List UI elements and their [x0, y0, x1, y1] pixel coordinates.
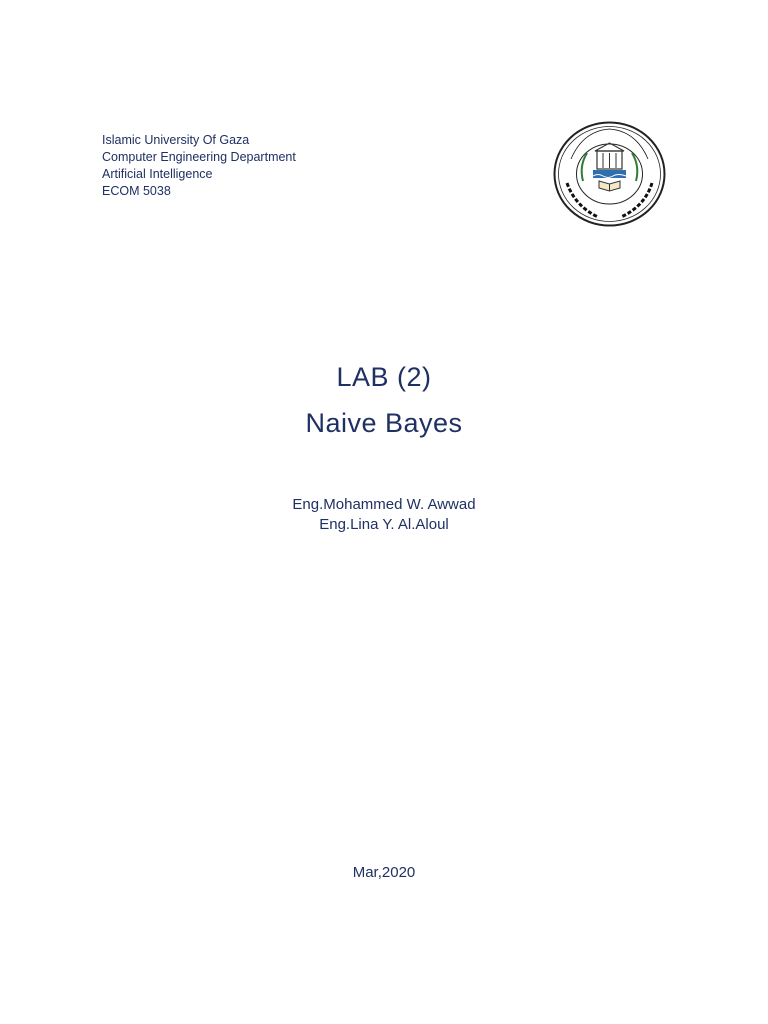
header-info: [102, 132, 296, 200]
author-1: Eng.Mohammed W. Awwad: [292, 496, 476, 513]
authors: [0, 495, 768, 535]
author-2: Eng.Lina Y. Al.Aloul: [319, 516, 449, 533]
university-name: Islamic University Of Gaza: [102, 133, 250, 147]
department-name: Computer Engineering Department: [102, 150, 296, 164]
course-code: ECOM 5038: [102, 184, 171, 198]
course-name: Artificial Intelligence: [102, 167, 213, 181]
lab-title: LAB (2): [336, 362, 432, 392]
lab-topic: Naive Bayes: [305, 408, 463, 438]
university-seal-icon: [553, 121, 666, 227]
document-date: Mar,2020: [352, 864, 416, 881]
